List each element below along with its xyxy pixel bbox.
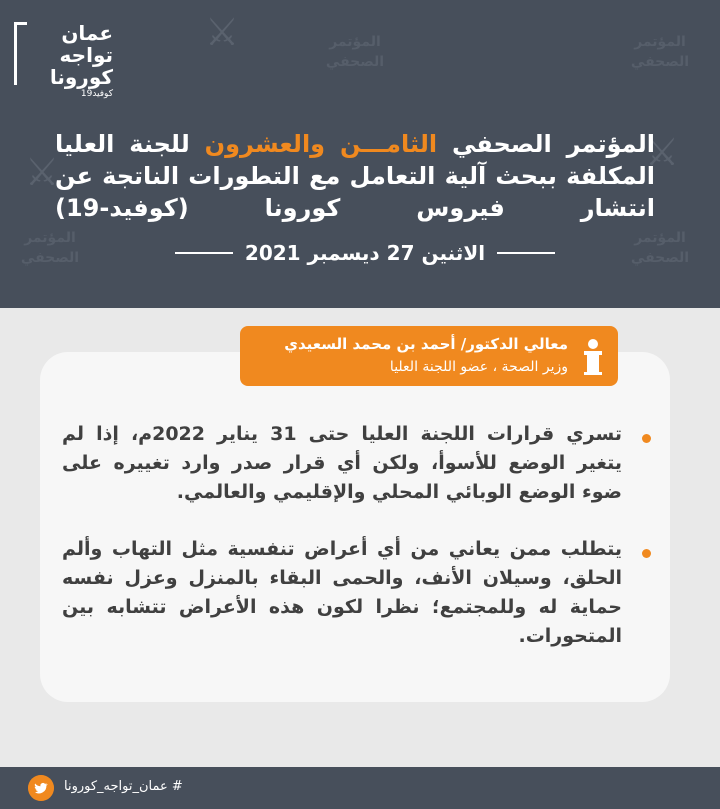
date-divider-left [175,252,233,254]
watermark-line-2: الصحفي [20,250,80,266]
date-divider-right [497,252,555,254]
watermark-text [0,228,100,268]
twitter-icon [28,775,54,801]
oman-emblem-icon: ⚔ [24,150,60,194]
footer-hashtag: # عمان_تواجه_كورونا [64,779,183,794]
logo [28,22,113,100]
speaker-name: معالي الدكتور/ أحمد بن محمد السعيدي [284,335,568,353]
watermark-text [610,228,710,268]
logo-line-1: عمان [61,21,113,45]
logo-bracket [14,22,27,85]
podium-icon [578,338,608,376]
watermark-line-1: المؤتمر [634,230,686,246]
watermark-text [305,32,405,72]
footer [0,767,720,809]
logo-line-3: كورونا [49,65,113,89]
watermark-text [610,32,710,72]
header [0,0,720,308]
watermark-line-2: الصحفي [630,250,690,266]
watermark-line-1: المؤتمر [329,34,381,50]
title-part-1: المؤتمر الصحفي [451,130,656,158]
bullet-item-1: تسري قرارات اللجنة العليا حتى 31 يناير 2022م، إذا لم يتغير الوضع للأسوأ، ولكن أي قرار صدر وارد تغييره على ضوء الوضع الوبائي المحلي والإقليمي والعالمي. [62,423,622,503]
title-highlight: الثامـــن والعشرون [204,130,438,158]
bullet-dot [642,434,651,443]
page-title [55,128,655,224]
watermark-line-2: الصحفي [630,54,690,70]
date-row [170,238,560,268]
bullet-item-2: يتطلب ممن يعاني من أي أعراض تنفسية مثل التهاب وألم الحلق، وسيلان الأنف، والحمى البقاء بالمنزل وعزل نفسه حماية له وللمجتمع؛ نظرا لكون هذه الأعراض تتشابه بين المتحورات. [62,538,622,647]
logo-line-4: كوفيد19 [80,89,113,99]
watermark-line-1: المؤتمر [634,34,686,50]
watermark-line-2: الصحفي [325,54,385,70]
speaker-badge [240,326,618,386]
watermark-line-1: المؤتمر [24,230,76,246]
oman-emblem-icon: ⚔ [644,130,680,174]
speaker-role: وزير الصحة ، عضو اللجنة العليا [389,359,568,375]
logo-line-2: تواجه [59,43,113,67]
title-part-2: للجنة العليا المكلفة ببحث آلية التعامل مع التطورات الناتجة عن انتشار فيروس كورونا (كوفيد-19) [55,130,655,222]
conference-date: الاثنين 27 ديسمبر 2021 [244,241,486,265]
oman-emblem-icon: ⚔ [204,10,240,54]
bullet-dot [642,549,651,558]
